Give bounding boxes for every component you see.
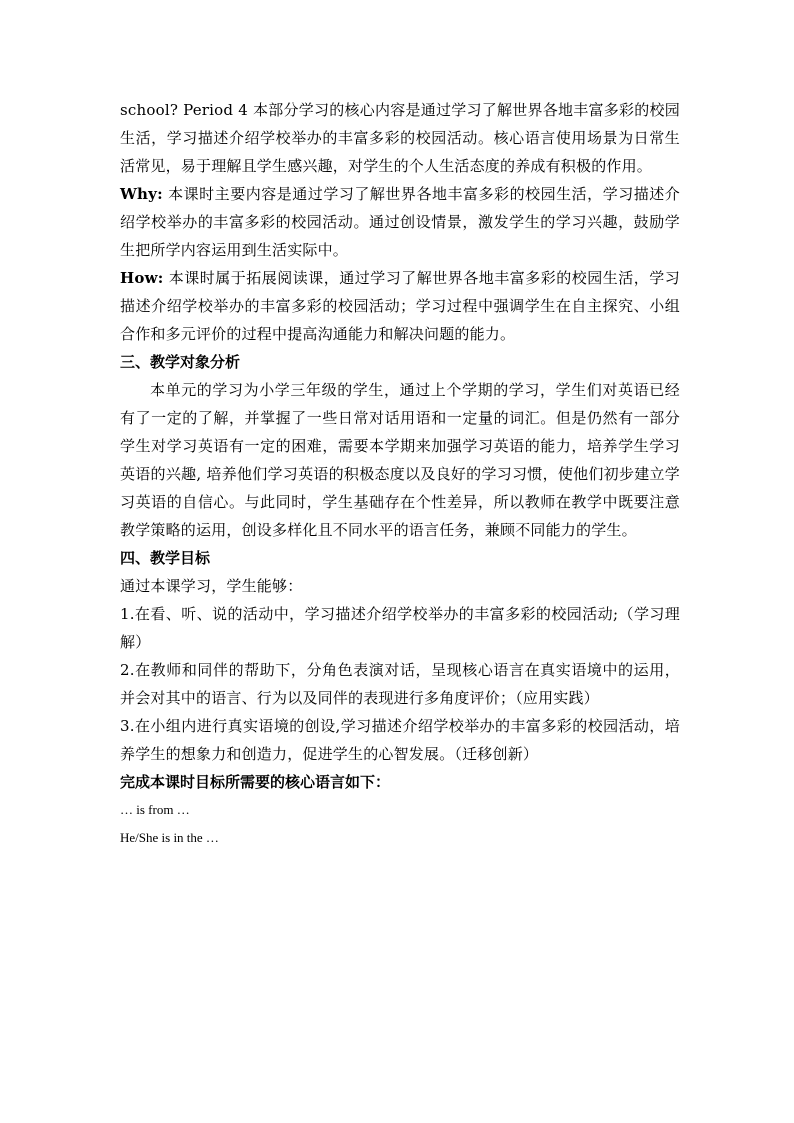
core-language-line-1: … is from …	[120, 802, 190, 817]
how-paragraph	[120, 264, 680, 348]
goal-item-3: 3.在小组内进行真实语境的创设,学习描述介绍学校举办的丰富多彩的校园活动，培养学生的想象力和创造力，促进学生的心智发展。（迁移创新）	[120, 717, 680, 763]
goal-item-1: 1.在看、听、说的活动中，学习描述介绍学校举办的丰富多彩的校园活动;（学习理解）	[120, 605, 680, 651]
why-paragraph	[120, 180, 680, 264]
core-language-heading: 完成本课时目标所需要的核心语言如下：	[120, 773, 391, 791]
core-language-line-2: He/She is in the …	[120, 830, 219, 845]
goals-intro: 通过本课学习，学生能够：	[120, 577, 303, 595]
document-content	[120, 96, 680, 852]
student-analysis-paragraph: 本单元的学习为小学三年级的学生，通过上个学期的学习，学生们对英语已经有了一定的了解，并掌握了一些日常对话用语和一定量的词汇。但是仍然有一部分学生对学习英语有一定的困难，需要本学期来加强学习英语的能力，培养学生学习英语的兴趣, 培养他们学习英语的积极态度以及良好的学习习惯，使他们初步建立学习英语的自信心。与此同时，学生基础存在个性差异，所以教师在教学中既要注意教学策略的运用，创设多样化且不同水平的语言任务，兼顾不同能力的学生。	[120, 381, 680, 539]
goal-item-2: 2.在教师和同伴的帮助下，分角色表演对话，呈现核心语言在真实语境中的运用，并会对其中的语言、行为以及同伴的表现进行多角度评价；（应用实践）	[120, 661, 680, 707]
how-label: How:	[120, 269, 164, 287]
how-text: 本课时属于拓展阅读课，通过学习了解世界各地丰富多彩的校园生活，学习描述介绍学校举办的丰富多彩的校园活动；学习过程中强调学生在自主探究、小组合作和多元评价的过程中提高沟通能力和解决问题的能力。	[120, 269, 680, 343]
section-4-heading: 四、教学目标	[120, 549, 211, 567]
what-paragraph: school? Period 4 本部分学习的核心内容是通过学习了解世界各地丰富多彩的校园生活，学习描述介绍学校举办的丰富多彩的校园活动。核心语言使用场景为日常生活常见，易于理解且学生感兴趣，对学生的个人生活态度的养成有积极的作用。	[120, 101, 680, 175]
why-text: 本课时主要内容是通过学习了解世界各地丰富多彩的校园生活，学习描述介绍学校举办的丰富多彩的校园活动。通过创设情景，激发学生的学习兴趣，鼓励学生把所学内容运用到生活实际中。	[120, 185, 680, 259]
why-label: Why:	[120, 185, 163, 203]
section-3-heading: 三、教学对象分析	[120, 353, 241, 371]
